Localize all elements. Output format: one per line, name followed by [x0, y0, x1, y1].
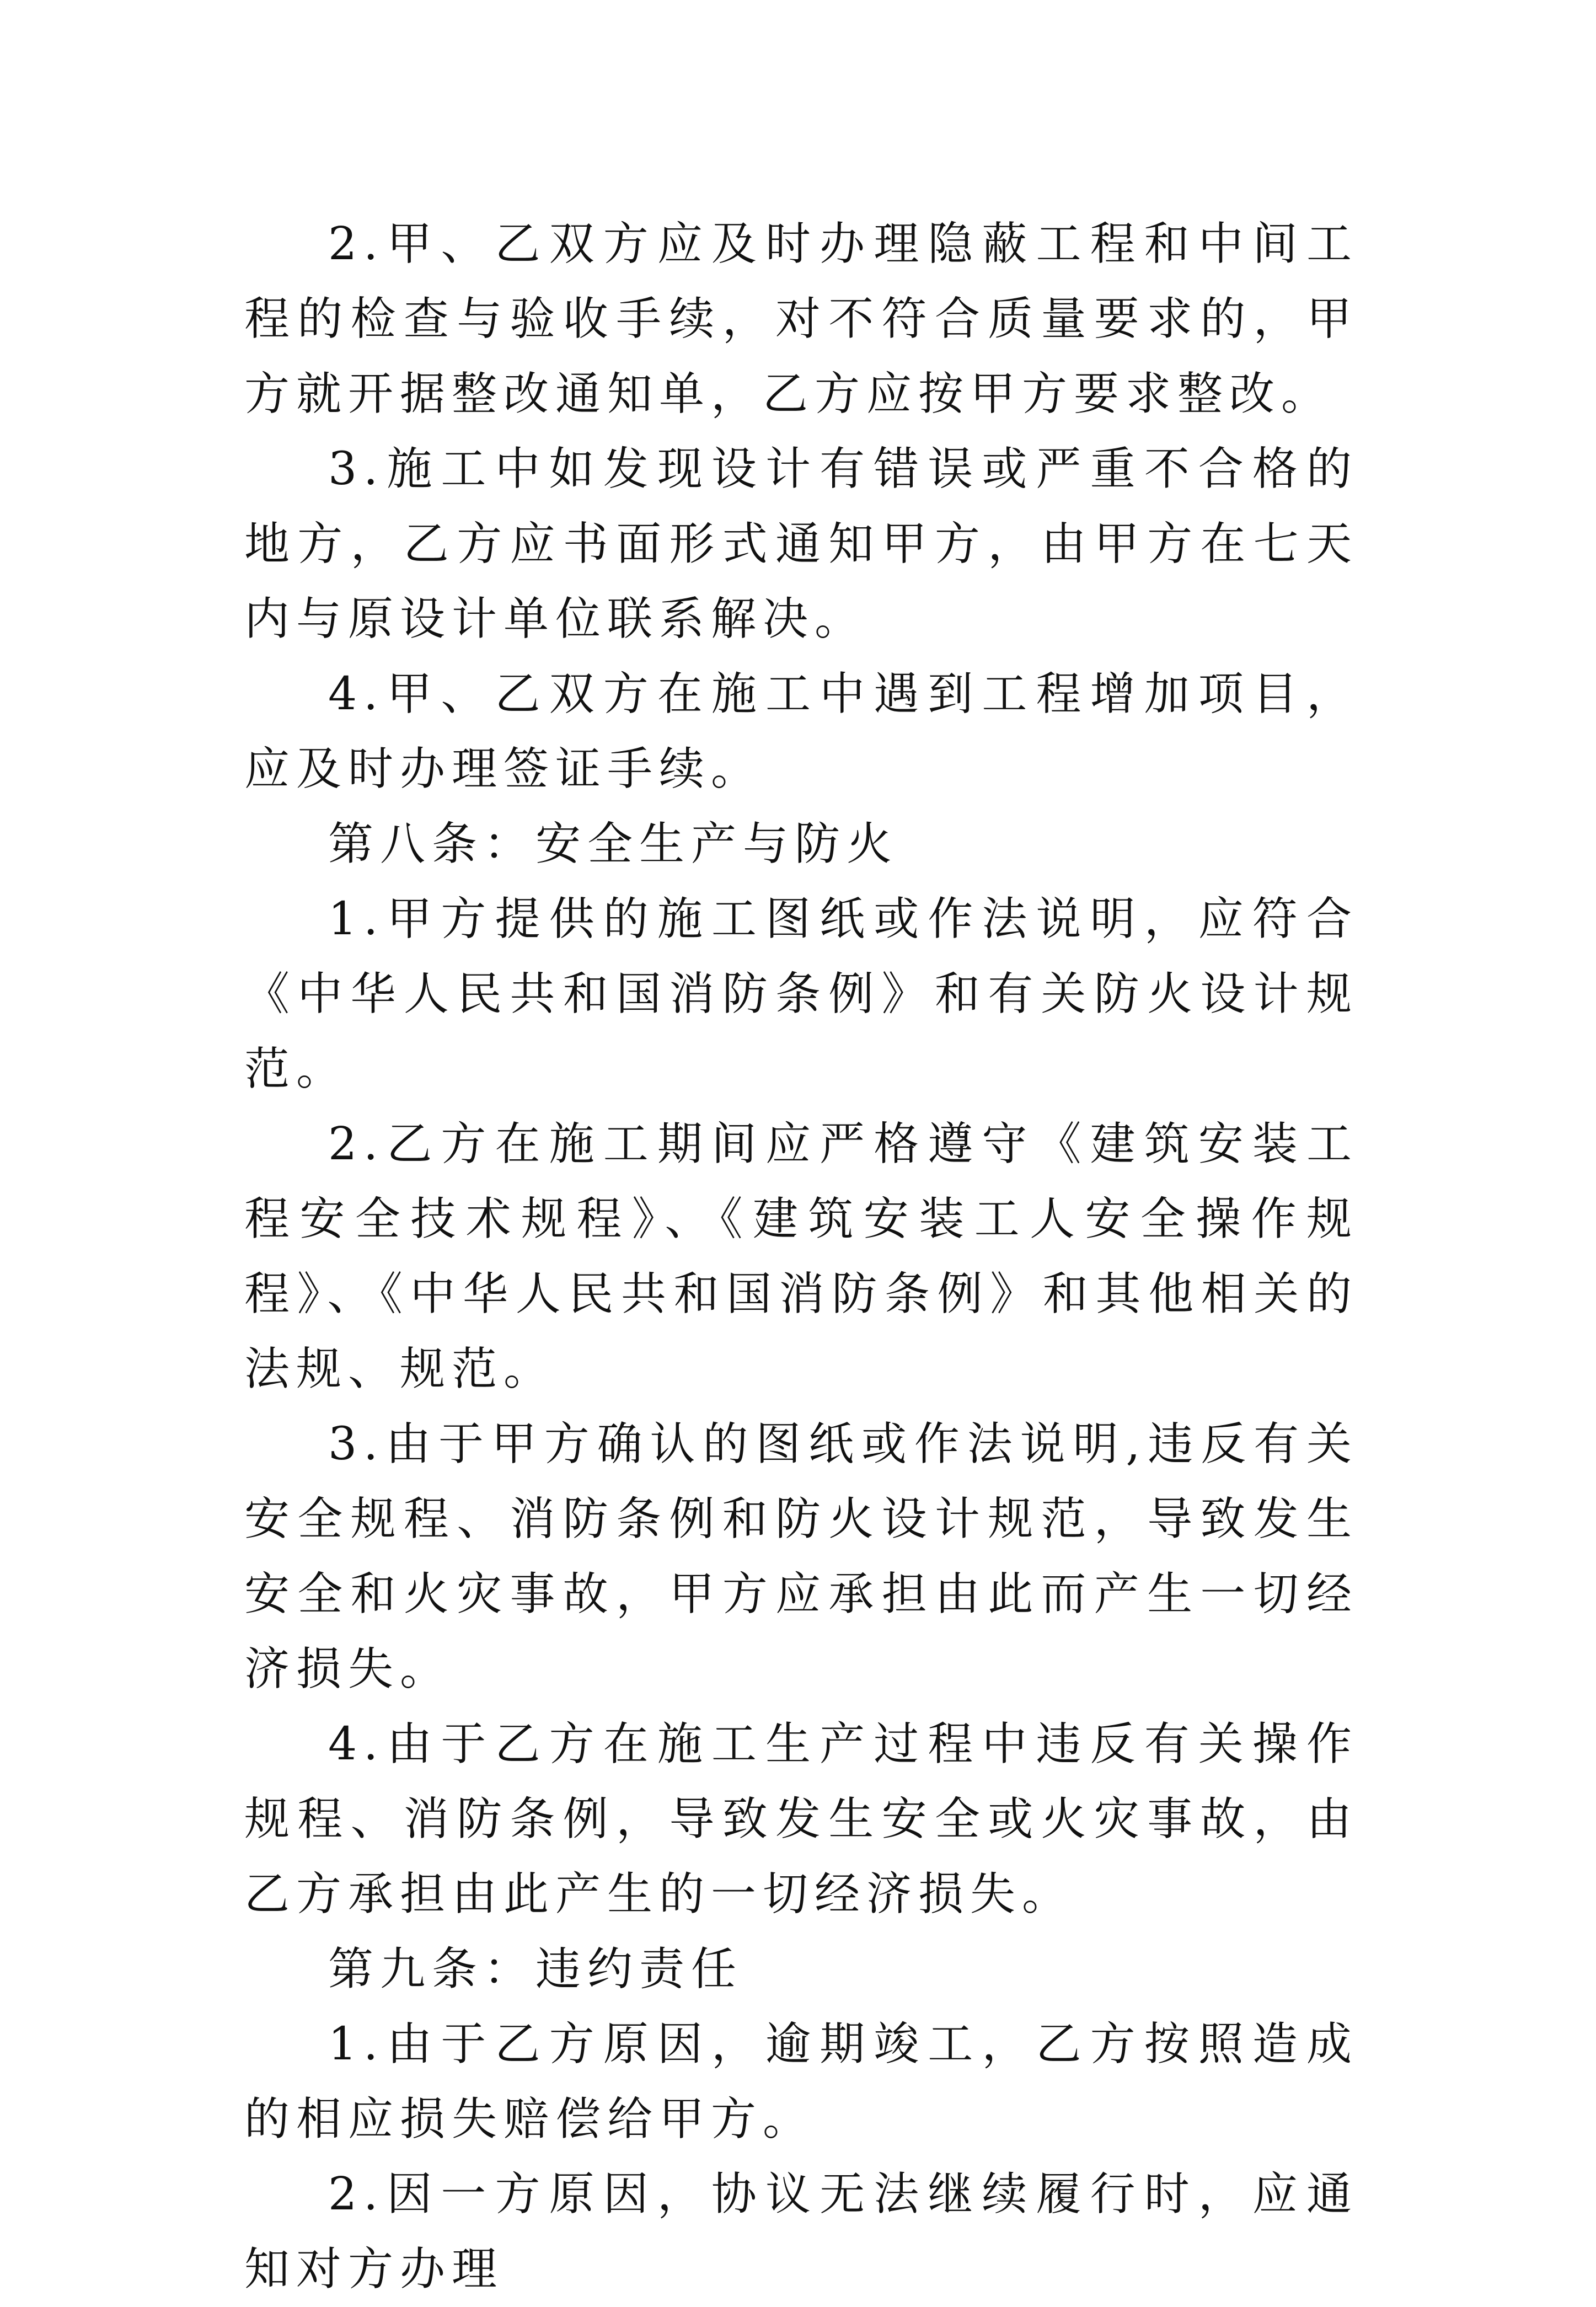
paragraph-clause-9-2: 2.因一方原因，协议无法继续履行时，应通知对方办理	[244, 2168, 1358, 2295]
paragraph-clause-8-1: 1.甲方提供的施工图纸或作法说明，应符合《中华人民共和国消防条例》和有关防火设计规范。	[244, 893, 1358, 1095]
section-heading-article-8: 第八条：安全生产与防火	[328, 818, 899, 870]
paragraph-clause-9-1: 1.由于乙方原因，逾期竣工，乙方按照造成的相应损失赔偿给甲方。	[244, 2018, 1358, 2145]
paragraph-clause-8-4: 4.由于乙方在施工生产过程中违反有关操作规程、消防条例，导致发生安全或火灾事故，由乙方承担由此产生的一切经济损失。	[244, 1718, 1358, 1920]
paragraph-clause-8-3: 3.由于甲方确认的图纸或作法说明,违反有关安全规程、消防条例和防火设计规范，导致发生安全和火灾事故，甲方应承担由此而产生一切经济损失。	[244, 1418, 1358, 1695]
section-heading-article-9: 第九条：违约责任	[328, 1943, 743, 1995]
document-body	[244, 207, 1358, 2307]
paragraph-clause-7-3: 3.施工中如发现设计有错误或严重不合格的地方，乙方应书面形式通知甲方，由甲方在七天内与原设计单位联系解决。	[244, 443, 1358, 645]
paragraph-clause-7-2: 2.甲、乙双方应及时办理隐蔽工程和中间工程的检查与验收手续，对不符合质量要求的，甲方就开据整改通知单，乙方应按甲方要求整改。	[244, 218, 1358, 420]
paragraph-clause-8-2: 2.乙方在施工期间应严格遵守《建筑安装工程安全技术规程》、《建筑安装工人安全操作规程》、《中华人民共和国消防条例》和其他相关的法规、规范。	[244, 1118, 1358, 1395]
paragraph-clause-7-4: 4.甲、乙双方在施工中遇到工程增加项目，应及时办理签证手续。	[244, 668, 1358, 795]
